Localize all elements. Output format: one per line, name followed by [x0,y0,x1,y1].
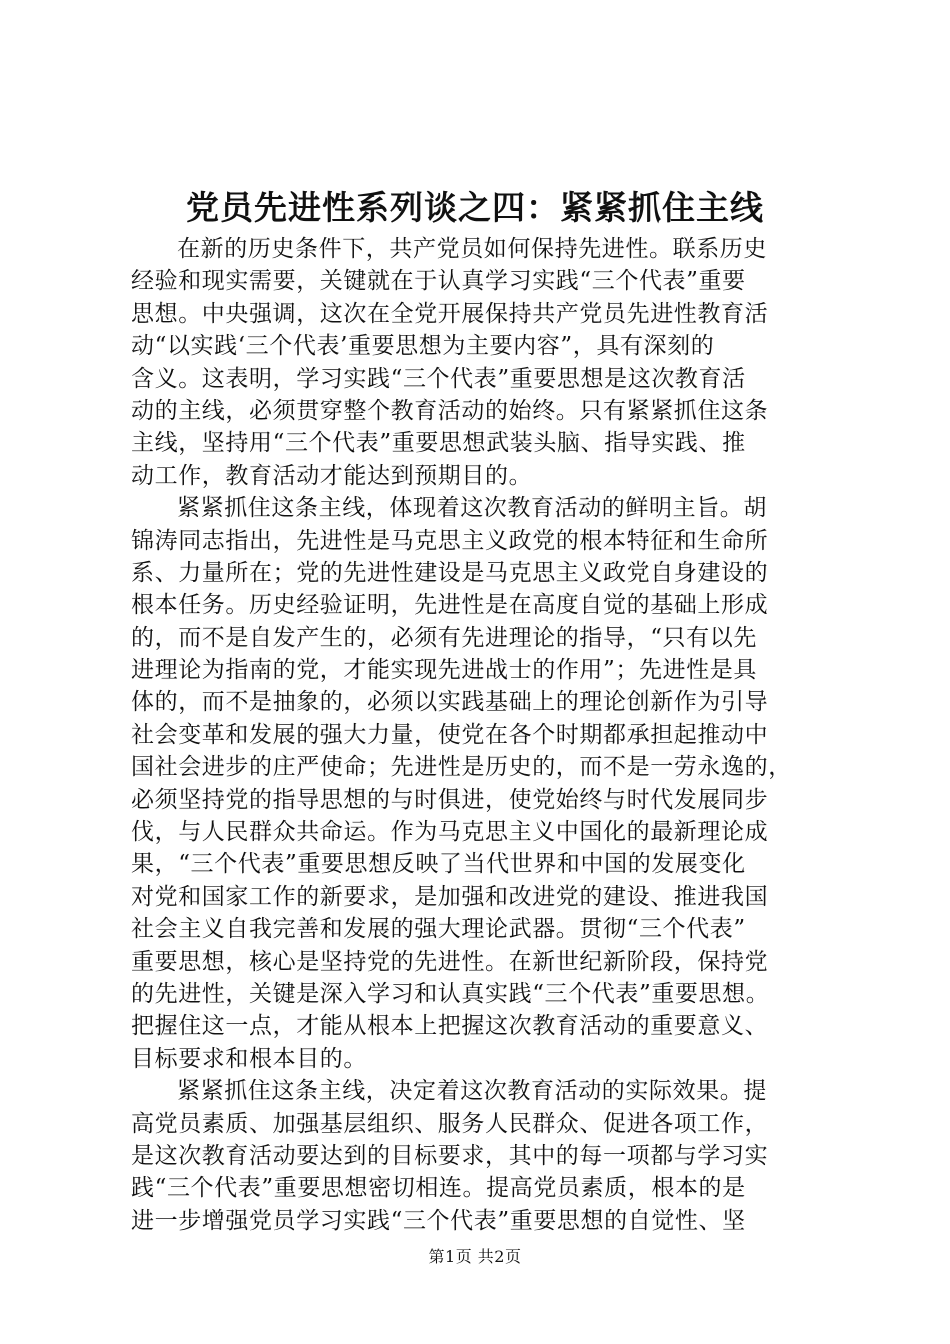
text-line: 主线，坚持用“三个代表”重要思想武装头脑、指导实践、推 [131,430,746,457]
page-title: 党员先进性系列谈之四：紧紧抓住主线 [186,188,764,227]
text-line: 是这次教育活动要达到的目标要求，其中的每一项都与学习实 [131,1142,769,1169]
text-line: 系、力量所在；党的先进性建设是马克思主义政党自身建设的 [131,559,769,586]
text-line: 把握住这一点，才能从根本上把握这次教育活动的重要意义、 [131,1013,769,1040]
text-line: 目标要求和根本目的。 [131,1045,367,1072]
text-line: 在新的历史条件下，共产党员如何保持先进性。联系历史 [177,236,767,262]
article-body [131,233,831,1237]
text-line: 锦涛同志指出，先进性是马克思主义政党的根本特征和生命所 [131,527,769,554]
text-line: 社会变革和发展的强大力量，使党在各个时期都承担起推动中 [131,721,769,748]
page-footer: 第1页 共2页 [428,1247,522,1266]
text-line: 进理论为指南的党，才能实现先进战士的作用”；先进性是具 [131,657,757,684]
text-line: 紧紧抓住这条主线，决定着这次教育活动的实际效果。提 [177,1078,767,1105]
text-line: 进一步增强党员学习实践“三个代表”重要思想的自觉性、坚 [131,1207,746,1234]
text-line: 含义。这表明，学习实践“三个代表”重要思想是这次教育活 [131,365,746,392]
text-line: 紧紧抓住这条主线，体现着这次教育活动的鲜明主旨。胡 [177,495,767,522]
text-line: 动“以实践‘三个代表’重要思想为主要内容”，具有深刻的 [131,333,715,360]
text-line: 动工作，教育活动才能达到预期目的。 [131,462,533,489]
text-line: 思想。中央强调，这次在全党开展保持共产党员先进性教育活 [131,300,769,327]
text-line: 伐，与人民群众共命运。作为马克思主义中国化的最新理论成 [131,819,769,846]
text-line: 必须坚持党的指导思想的与时俱进，使党始终与时代发展同步 [131,786,769,813]
text-line: 的先进性，关键是深入学习和认真实践“三个代表”重要思想。 [131,980,770,1007]
text-line: 的，而不是自发产生的，必须有先进理论的指导，“只有以先 [131,624,757,651]
text-line: 国社会进步的庄严使命；先进性是历史的，而不是一劳永逸的， [131,754,792,781]
text-line: 体的，而不是抽象的，必须以实践基础上的理论创新作为引导 [131,689,769,716]
text-line: 果，“三个代表”重要思想反映了当代世界和中国的发展变化 [131,851,746,878]
text-line: 根本任务。历史经验证明，先进性是在高度自觉的基础上形成 [131,592,769,619]
text-line: 社会主义自我完善和发展的强大理论武器。贯彻“三个代表” [131,916,746,943]
text-line: 经验和现实需要，关键就在于认真学习实践“三个代表”重要 [131,268,746,295]
text-line: 践“三个代表”重要思想密切相连。提高党员素质，根本的是 [131,1175,746,1202]
text-line: 动的主线，必须贯穿整个教育活动的始终。只有紧紧抓住这条 [131,397,769,424]
text-line: 高党员素质、加强基层组织、服务人民群众、促进各项工作， [131,1110,769,1137]
text-line: 重要思想，核心是坚持党的先进性。在新世纪新阶段，保持党 [131,948,769,975]
text-line: 对党和国家工作的新要求，是加强和改进党的建设、推进我国 [131,883,769,910]
